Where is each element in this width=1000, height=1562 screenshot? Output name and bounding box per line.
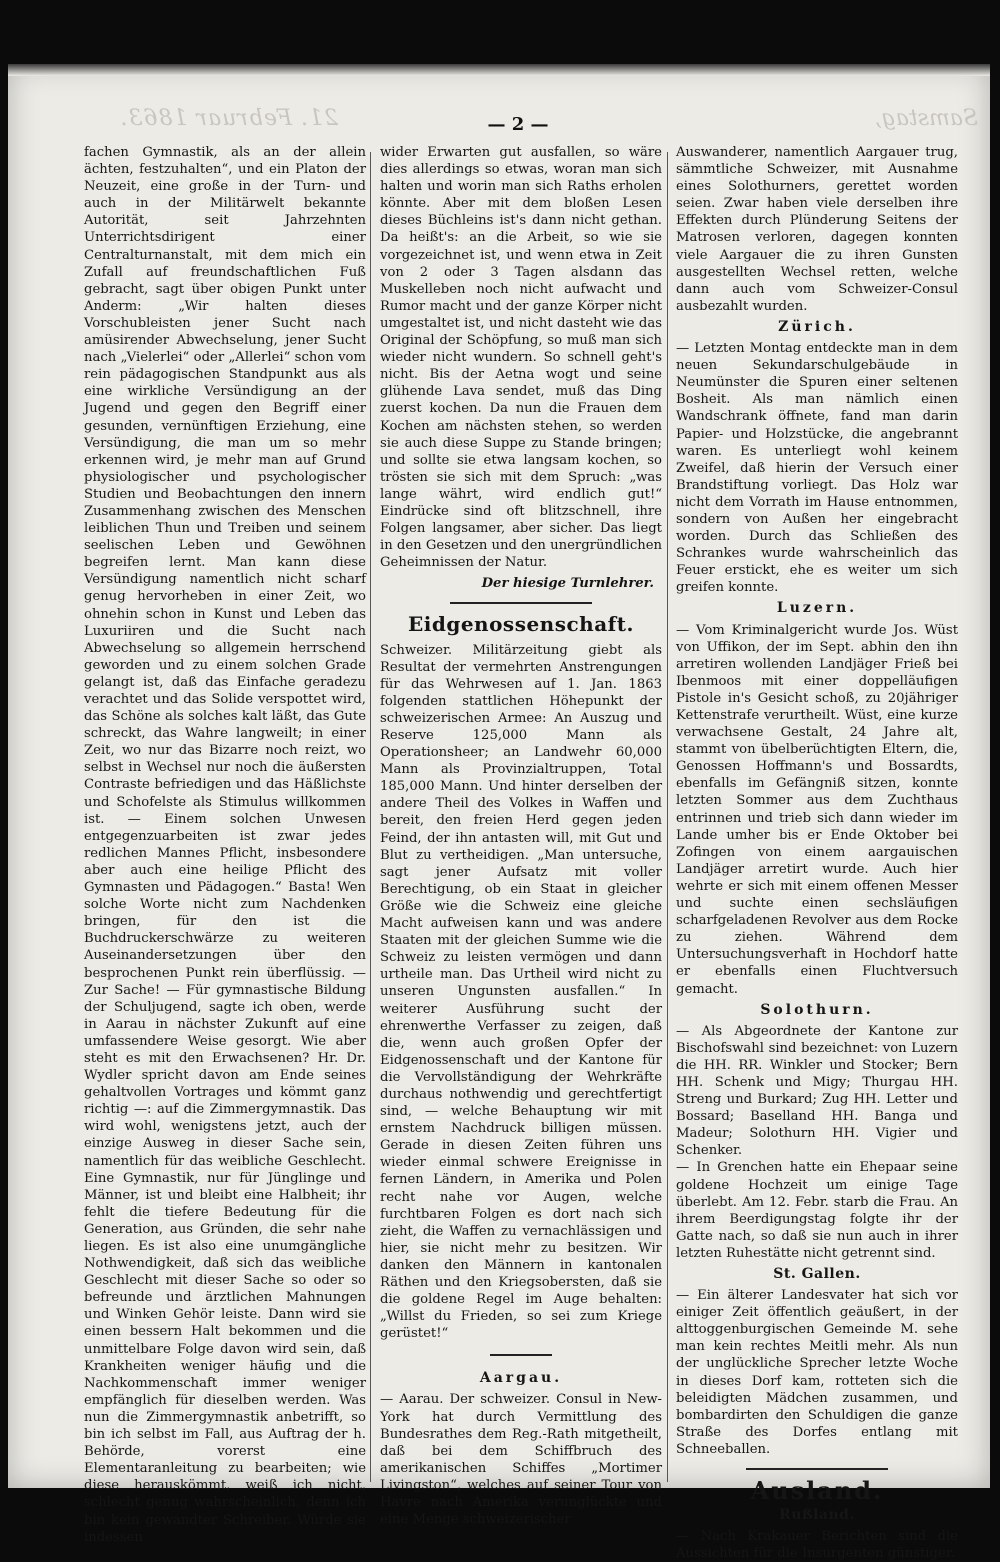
article-zuerich: — Letzten Montag entdeckte man in dem neuen Sekundarschulgebäude in Neumünster die Spuren einer seltenen Bosheit. Als man nämlich einen Wandschrank öffnete, fand man darin Papier- und Holzstücke, die angebrannt waren. Es unterliegt wohl keinem Zweifel, daß hierin der Versuch einer Brandstiftung vorliegt. Das Holz war nicht dem Vorrath im Hause entnommen, sondern von Außen her eingebracht worden. Durch das Schließen des Schrankes wurde wahrscheinlich das Feuer erstickt, ehe es weiter um sich greifen konnte. — [676, 341, 958, 596]
subheading-luzern: Luzern. — [776, 600, 858, 617]
page-number: — 2 — — [487, 114, 549, 135]
article-gymnastik-continued: wider Erwarten gut ausfallen, so wäre dies allerdings so etwas, woran man sich halten und worin man sich Raths erholen könnte. Aber mit dem bloßen Lesen dieses Büchleins ist's dann nicht gethan. Da heißt's: an die Arbeit, so wie sie vorgezeichnet ist, und wenn etwa in Zeit von 2 oder 3 Tagen alsdann das Muskelleben noch nicht aufwacht und Rumor macht und der ganze Körper nicht umgestaltet ist, und nicht dasteht wie das Original der Schöpfung, so muß man sich wieder nicht wundern. So schnell geht's nicht. Bis der Aetna wogt und seine glühende Lava sendet, muß das Ding zuerst kochen. Da nun die Frauen dem Kochen am nächsten stehen, so werden sie auch diese Suppe zu Stande bringen; und sollte sie etwa langsam kochen, so trösten sie sich mit dem Spruch: „was lange währt, wird endlich gut!“ Eindrücke sind oft blitzschnell, ihre Folgen langsamer, aber sicher. Das liegt in den Gesetzen und den unergründlichen Geheimnissen der Natur. — [380, 145, 662, 571]
article-gymnastik-text: fachen Gymnastik, als an der allein ächten, festzuhalten“, und ein Platon der Neuzeit, eine große in der Turn- und auch in der Militärwelt bekannte Autorität, seit Jahrzehnten Unterrichtsdirigent einer Centralturnanstalt, mit dem mich ein Zufall auf freundschaftlichen Fuß gebracht, sagt über obigen Punkt unter Anderm: „Wir halten dieses Vorschubleisten jener Sucht nach amüsirender Abwechselung, jener Sucht nach „Vielerlei“ oder „Allerlei“ schon vom rein pädagogischen Standpunkt aus als eine wirkliche Versündigung an der Jugend und gegen den Begriff einer gesunden, vernünftigen Erziehung, eine Versündigung, die man um so mehr erkennen wird, je mehr man auf Grund physiologischer und psychologischer Studien und Beobachtungen den innern Zusammenhang zwischen des Menschen leiblichen Thun und Treiben und seinem seelischen Leben und Gewöhnen begreifen lernt. Man kann diese Versündigung namentlich nicht scharf genug hervorheben in einer Zeit, wo ohnehin schon in Kunst und Leben das Luxuriiren und die Sucht nach Abwechselung so allgemein herrschend geworden und zu einem solchen Grade gelangt ist, daß das Einfache geradezu verachtet und das Solide verspottet wird, das Schöne als solches kalt läßt, das Gute schreckt, das Wahre langweilt; in einer Zeit, wo nur das Bizarre noch reizt, wo selbst in Wechsel nur noch die äußersten Contraste befriedigen und das Häßlichste und Schofelste als Stimulus willkommen ist. — Einem solchen Unwesen entgegenzuarbeiten ist zwar jedes redlichen Mannes Pflicht, insbesondere aber auch eine heilige Pflicht des Gymnasten und Pädagogen.“ Basta! Wen solche Worte nicht zum Nachdenken bringen, für den ist die Buchdruckerschwärze zu weiteren Auseinandersetzungen über den besprochenen Punkt rein überflüssig. — Zur Sache! — Für gymnastische Bildung der Schuljugend, sagte ich oben, werde in Aarau in nächster Zukunft auf eine umfassendere Weise gesorgt. Wie aber steht es mit den Erwachsenen? Hr. Dr. Wydler spricht davon am Ende seines gehaltvollen Vortrages und kömmt ganz richtig —: auf die Zimmergymnastik. Das wird wohl, wenigstens jetzt, auch der einzige Ausweg in dieser Sache sein, namentlich für das weibliche Geschlecht. Eine Gymnastik, nur für Jünglinge und Männer, ist und bleibt eine Halbheit; ihr fehlt die tiefere Bedeutung für die Generation, aus Gründen, die sehr nahe liegen. Es ist also eine unumgängliche Nothwendigkeit, daß sich das weibliche Geschlecht mit dieser Sache so oder so befreunde und ärztlichen Mahnungen und Winken Gehör leiste. Dann wird sie einen bessern Halt bekommen und die unmittelbare Folge davon wird sein, daß Krankheiten weniger häufig und die Nachkommenschaft immer weniger empfänglich für dieselben werden. Was nun die Zimmergymnastik anbetrifft, so bin ich selbst im Fall, aus Auftrag der h. Behörde, vorerst eine Elementaranleitung zu bearbeiten; wie diese herauskömmt, weiß ich nicht, schlecht genug wahrscheinlich, denn ich bin kein gewandter Schreiber. Würde sie indessen — [84, 145, 366, 1545]
column-middle — [380, 144, 662, 1528]
section-rule — [746, 1468, 888, 1470]
article-militaerzeitung: Schweizer. Militärzeitung giebt als Resultat der vermehrten Anstrengungen für das Wehrwesen auf 1. Jan. 1863 folgenden stattlichen Höhepunkt der schweizerischen Armee: An Auszug und Reserve 125,000 Mann als Operationsheer; an Landwehr 60,000 Mann als Provinzialtruppen, Total 185,000 Mann. Und hinter derselben der andere Theil des Volkes in Waffen und bereit, den freien Herd gegen jeden Feind, der ihn antasten will, mit Gut und Blut zu vertheidigen. „Man untersuche, sagt jener Aufsatz mit voller Berechtigung, ob ein Staat in gleicher Größe wie die Schweiz eine gleiche Macht aufweisen kann und was andere Staaten mit der gleichen Summe wie die Schweiz zu leisten vermögen und dann urtheile man. Das Urtheil wird nicht zu unseren Ungunsten ausfallen.“ In weiterer Ausführung sucht der ehrenwerthe Verfasser zu zeigen, daß die, wenn auch großen Opfer der Eidgenossenschaft und der Kantone für die Vervollständigung der Wehrkräfte durchaus nothwendig und gerechtfertigt sind, — welche Behauptung wir mit ernstem Nachdruck billigen müssen. Gerade in diesen Zeiten führen uns wieder einmal schwere Ereignisse in fernen Ländern, in Amerika und Polen recht nahe vor Augen, welche furchtbaren Folgen es dort nach sich zieht, die Waffen zu vernachlässigen und hier, sie nicht mehr zu besitzen. Wir danken den Männern in kantonalen Räthen und den Kriegsobersten, daß sie die goldene Regel im Auge behalten: „Willst du Frieden, so sei zum Kriege gerüstet!“ — [380, 642, 662, 1342]
article-solothurn-grenchen: — In Grenchen hatte ein Ehepaar seine goldene Hochzeit um einige Tage überlebt. Am 12. Febr. starb die Frau. An ihrem Beerdigungstag folgte ihr der Gatte nach, so daß sie nun auch in ihrer letzten Ruhestätte nicht getrennt sind. — [676, 1160, 958, 1261]
subheading-zuerich: Zürich. — [778, 318, 856, 335]
article-aarau-continued: Auswanderer, namentlich Aargauer trug, sämmtliche Schweizer, mit Ausnahme eines Solothurners, gerettet worden seien. Zwar haben viele derselben ihre Effekten durch Plünderung Seitens der Matrosen verloren, dagegen konnten viele Aargauer die zu ihren Gunsten ausgestellten Wechsel retten, welche dann auch vom Schweizer-Consul ausbezahlt wurden. — [676, 145, 958, 314]
bleed-through-date: 21. Februar 1863. — [119, 106, 338, 131]
subheading-russland: Rußland. — [779, 1507, 855, 1524]
column-right — [676, 144, 958, 1562]
subheading-solothurn: Solothurn. — [760, 1001, 874, 1018]
newspaper-page — [8, 64, 990, 1562]
article-solothurn-bischofswahl: — Als Abgeordnete der Kantone zur Bischofswahl sind bezeichnet: von Luzern die HH. RR. Winkler und Stocker; Bern HH. Schenk und Migy; Thurgau HH. Streng und Burkard; Zug HH. Letter und Bossard; Baselland HH. Banga und Madeur; Solothurn HH. Vigier und Schenker. — [676, 1023, 958, 1159]
column-divider — [667, 152, 668, 1482]
section-rule — [490, 1354, 552, 1356]
section-rule — [450, 602, 592, 604]
article-russland: — Nach Krakauer Berichten sind die Aussichten für die Insurgenten günstiger. — [676, 1529, 958, 1562]
article-aarau: — Aarau. Der schweizer. Consul in New-York hat durch Vermittlung des Bundesrathes dem Reg.-Rath mitgetheilt, daß bei dem Schiffbruch des amerikanischen Schiffes „Mortimer Livingston“, welches auf seiner Tour von Havre nach Amerika verunglückte und eine Menge schweizerischer — [380, 1392, 662, 1528]
article-st-gallen: — Ein älterer Landesvater hat sich vor einiger Zeit öffentlich geäußert, in der alttoggenburgischen Gemeinde M. sehe man kein rechtes Meitli mehr. Als nun der unglückliche Sprecher letzte Woche in dieses Dorf kam, rotteten sich die beleidigten Mädchen zusammen, und bombardirten den Schuldigen die ganze Straße des Dorfes entlang mit Schneeballen. — [676, 1288, 958, 1457]
article-signature: Der hiesige Turnlehrer. — [481, 576, 654, 592]
bleed-through-day: Samstag, — [874, 106, 978, 131]
article-luzern: — Vom Kriminalgericht wurde Jos. Wüst von Uffikon, der im Sept. abhin den ihn arretiren wollenden Landjäger Frieß bei Ibenmoos mit einer doppelläufigen Pistole in's Gesicht schoß, zu 20jähriger Kettenstrafe verurtheilt. Wüst, eine kurze verwachsene Gestalt, 24 Jahre alt, stammt von übelberüchtigten Eltern, die, Genossen Hoffmann's und Bossardts, ebenfalls im Gefängniß sitzen, konnte letzten Sommer aus dem Zuchthaus entrinnen und trieb sich dann wieder im Lande umher bis er Ende Oktober bei Zofingen von einem aargauischen Landjäger arretirt wurde. Auch hier wehrte er sich mit einem offenen Messer und suchte einen sechsläufigen scharfgeladenen Revolver aus dem Rocke zu ziehen. Während dem Untersuchungsverhaft in Hochdorf hatte er ebenfalls einen Fluchtversuch gemacht. — [676, 622, 958, 997]
subheading-st-gallen: St. Gallen. — [773, 1266, 861, 1282]
column-left — [84, 144, 366, 1546]
subheading-aargau: Aargau. — [479, 1370, 563, 1387]
section-heading-ausland: Ausland. — [750, 1476, 884, 1506]
column-divider — [370, 152, 371, 1482]
section-heading-eidgenossenschaft: Eidgenossenschaft. — [408, 612, 634, 637]
scan-top-shadow — [8, 64, 990, 76]
